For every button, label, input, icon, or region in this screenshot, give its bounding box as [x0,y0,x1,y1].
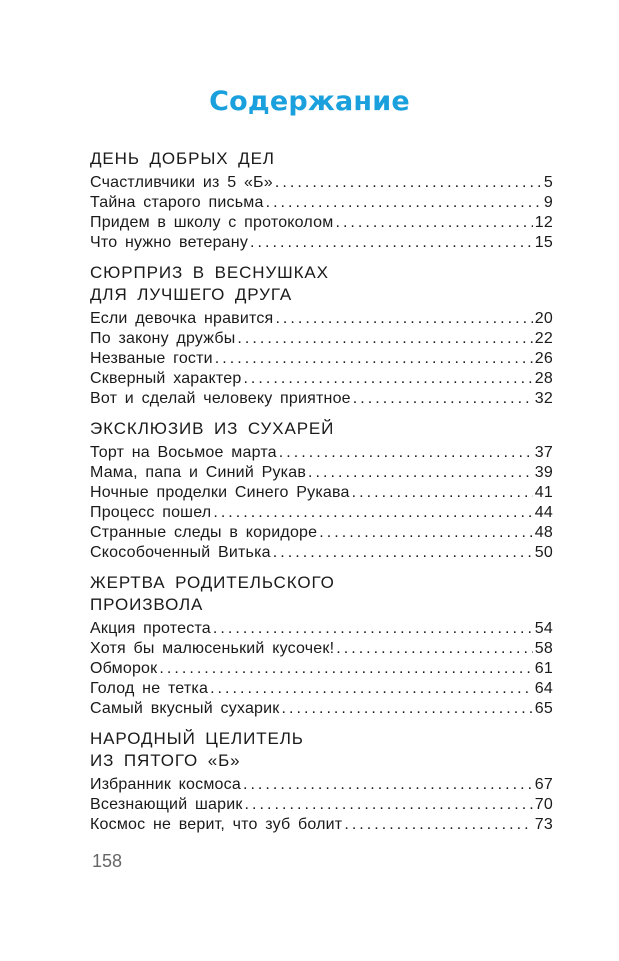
toc-entry [90,543,553,563]
dot-leader [243,369,532,389]
entry-page-number: 70 [534,796,553,813]
entry-title: Придем в школу с протоколом [90,214,334,231]
entry-page-number: 32 [534,390,553,407]
entry-page-number: 44 [534,504,553,521]
toc-entry [90,443,553,463]
dot-leader [344,815,532,835]
dot-leader [319,523,533,543]
dot-leader [245,795,533,815]
entry-title: Голод не тетка [90,680,209,697]
entry-page-number: 50 [534,544,553,561]
dot-leader [215,349,533,369]
toc-entry [90,639,553,659]
section-title: СЮРПРИЗ В ВЕСНУШКАХ ДЛЯ ЛУЧШЕГО ДРУГА [90,263,329,304]
toc-entry [90,679,553,699]
entry-page-number: 41 [534,484,553,501]
toc-section [90,418,553,563]
entry-page-number: 61 [534,660,553,677]
dot-leader [250,233,533,253]
toc-entry [90,369,553,389]
entry-page-number: 5 [543,174,553,191]
entry-title: Всезнающий шарик [90,796,243,813]
page-number: 158 [92,851,123,871]
entry-title: Странные следы в коридоре [90,524,318,541]
entry-title: Что нужно ветерану [90,234,249,251]
toc-section [90,148,553,253]
section-title: ЖЕРТВА РОДИТЕЛЬСКОГО ПРОИЗВОЛА [90,573,335,614]
toc-entry [90,193,553,213]
dot-leader [159,659,532,679]
toc-entry [90,775,553,795]
entry-title: Самый вкусный сухарик [90,700,280,717]
entry-title: Незваные гости [90,350,213,367]
toc-entry [90,329,553,349]
toc-entry [90,173,553,193]
entry-page-number: 39 [534,464,553,481]
entry-title: Торт на Восьмое марта [90,444,277,461]
entry-title: Космос не верит, что зуб болит [90,816,343,833]
entry-page-number: 12 [534,214,553,231]
entry-title: Избранник космоса [90,776,241,793]
entry-title: По закону дружбы [90,330,236,347]
toc-entry [90,463,553,483]
dot-leader [213,503,532,523]
toc-entry [90,213,553,233]
entry-title: Если девочка нравится [90,310,274,327]
dot-leader [282,699,533,719]
section-title: ДЕНЬ ДОБРЫХ ДЕЛ [90,149,275,168]
entry-page-number: 54 [534,620,553,637]
entry-title: Обморок [90,660,158,677]
entry-title: Ночные проделки Синего Рукава [90,484,350,501]
entry-page-number: 64 [534,680,553,697]
entry-title: Тайна старого письма [90,194,264,211]
entry-page-number: 20 [534,310,553,327]
entry-title: Скверный характер [90,370,242,387]
entry-page-number: 73 [534,816,553,833]
dot-leader [353,389,533,409]
dot-leader [275,173,542,193]
dot-leader [273,543,533,563]
toc-entry [90,523,553,543]
entry-page-number: 37 [534,444,553,461]
toc-entry [90,349,553,369]
entry-page-number: 58 [534,640,553,657]
entry-page-number: 9 [543,194,553,211]
entry-page-number: 67 [534,776,553,793]
section-title: ЭКСКЛЮЗИВ ИЗ СУХАРЕЙ [90,419,335,438]
entry-page-number: 28 [534,370,553,387]
entry-page-number: 65 [534,700,553,717]
toc-entry [90,389,553,409]
entry-title: Скособоченный Витька [90,544,271,561]
dot-leader [210,679,533,699]
toc-section [90,572,553,719]
toc-entry [90,309,553,329]
toc-entry [90,659,553,679]
page-title: Содержание [209,86,410,117]
entry-title: Мама, папа и Синий Рукав [90,464,307,481]
toc-entry [90,619,553,639]
dot-leader [335,213,532,233]
dot-leader [237,329,532,349]
dot-leader [213,619,533,639]
dot-leader [336,639,533,659]
toc-entry [90,699,553,719]
entry-title: Вот и сделай человеку приятное [90,390,351,407]
dot-leader [266,193,542,213]
dot-leader [279,443,533,463]
toc-entry [90,795,553,815]
section-title: НАРОДНЫЙ ЦЕЛИТЕЛЬ ИЗ ПЯТОГО «Б» [90,729,304,770]
toc-entry [90,483,553,503]
entry-page-number: 26 [534,350,553,367]
entry-title: Процесс пошел [90,504,212,521]
entry-title: Хотя бы малюсенький кусочек! [90,640,335,657]
toc-entry [90,815,553,835]
toc-section [90,262,553,409]
dot-leader [308,463,533,483]
toc-entry [90,503,553,523]
entry-page-number: 15 [534,234,553,251]
entry-page-number: 48 [534,524,553,541]
table-of-contents [90,148,553,844]
entry-title: Акция протеста [90,620,211,637]
dot-leader [243,775,533,795]
toc-entry [90,233,553,253]
entry-title: Счастливчики из 5 «Б» [90,174,273,191]
toc-section [90,728,553,835]
entry-page-number: 22 [534,330,553,347]
dot-leader [352,483,533,503]
dot-leader [275,309,532,329]
